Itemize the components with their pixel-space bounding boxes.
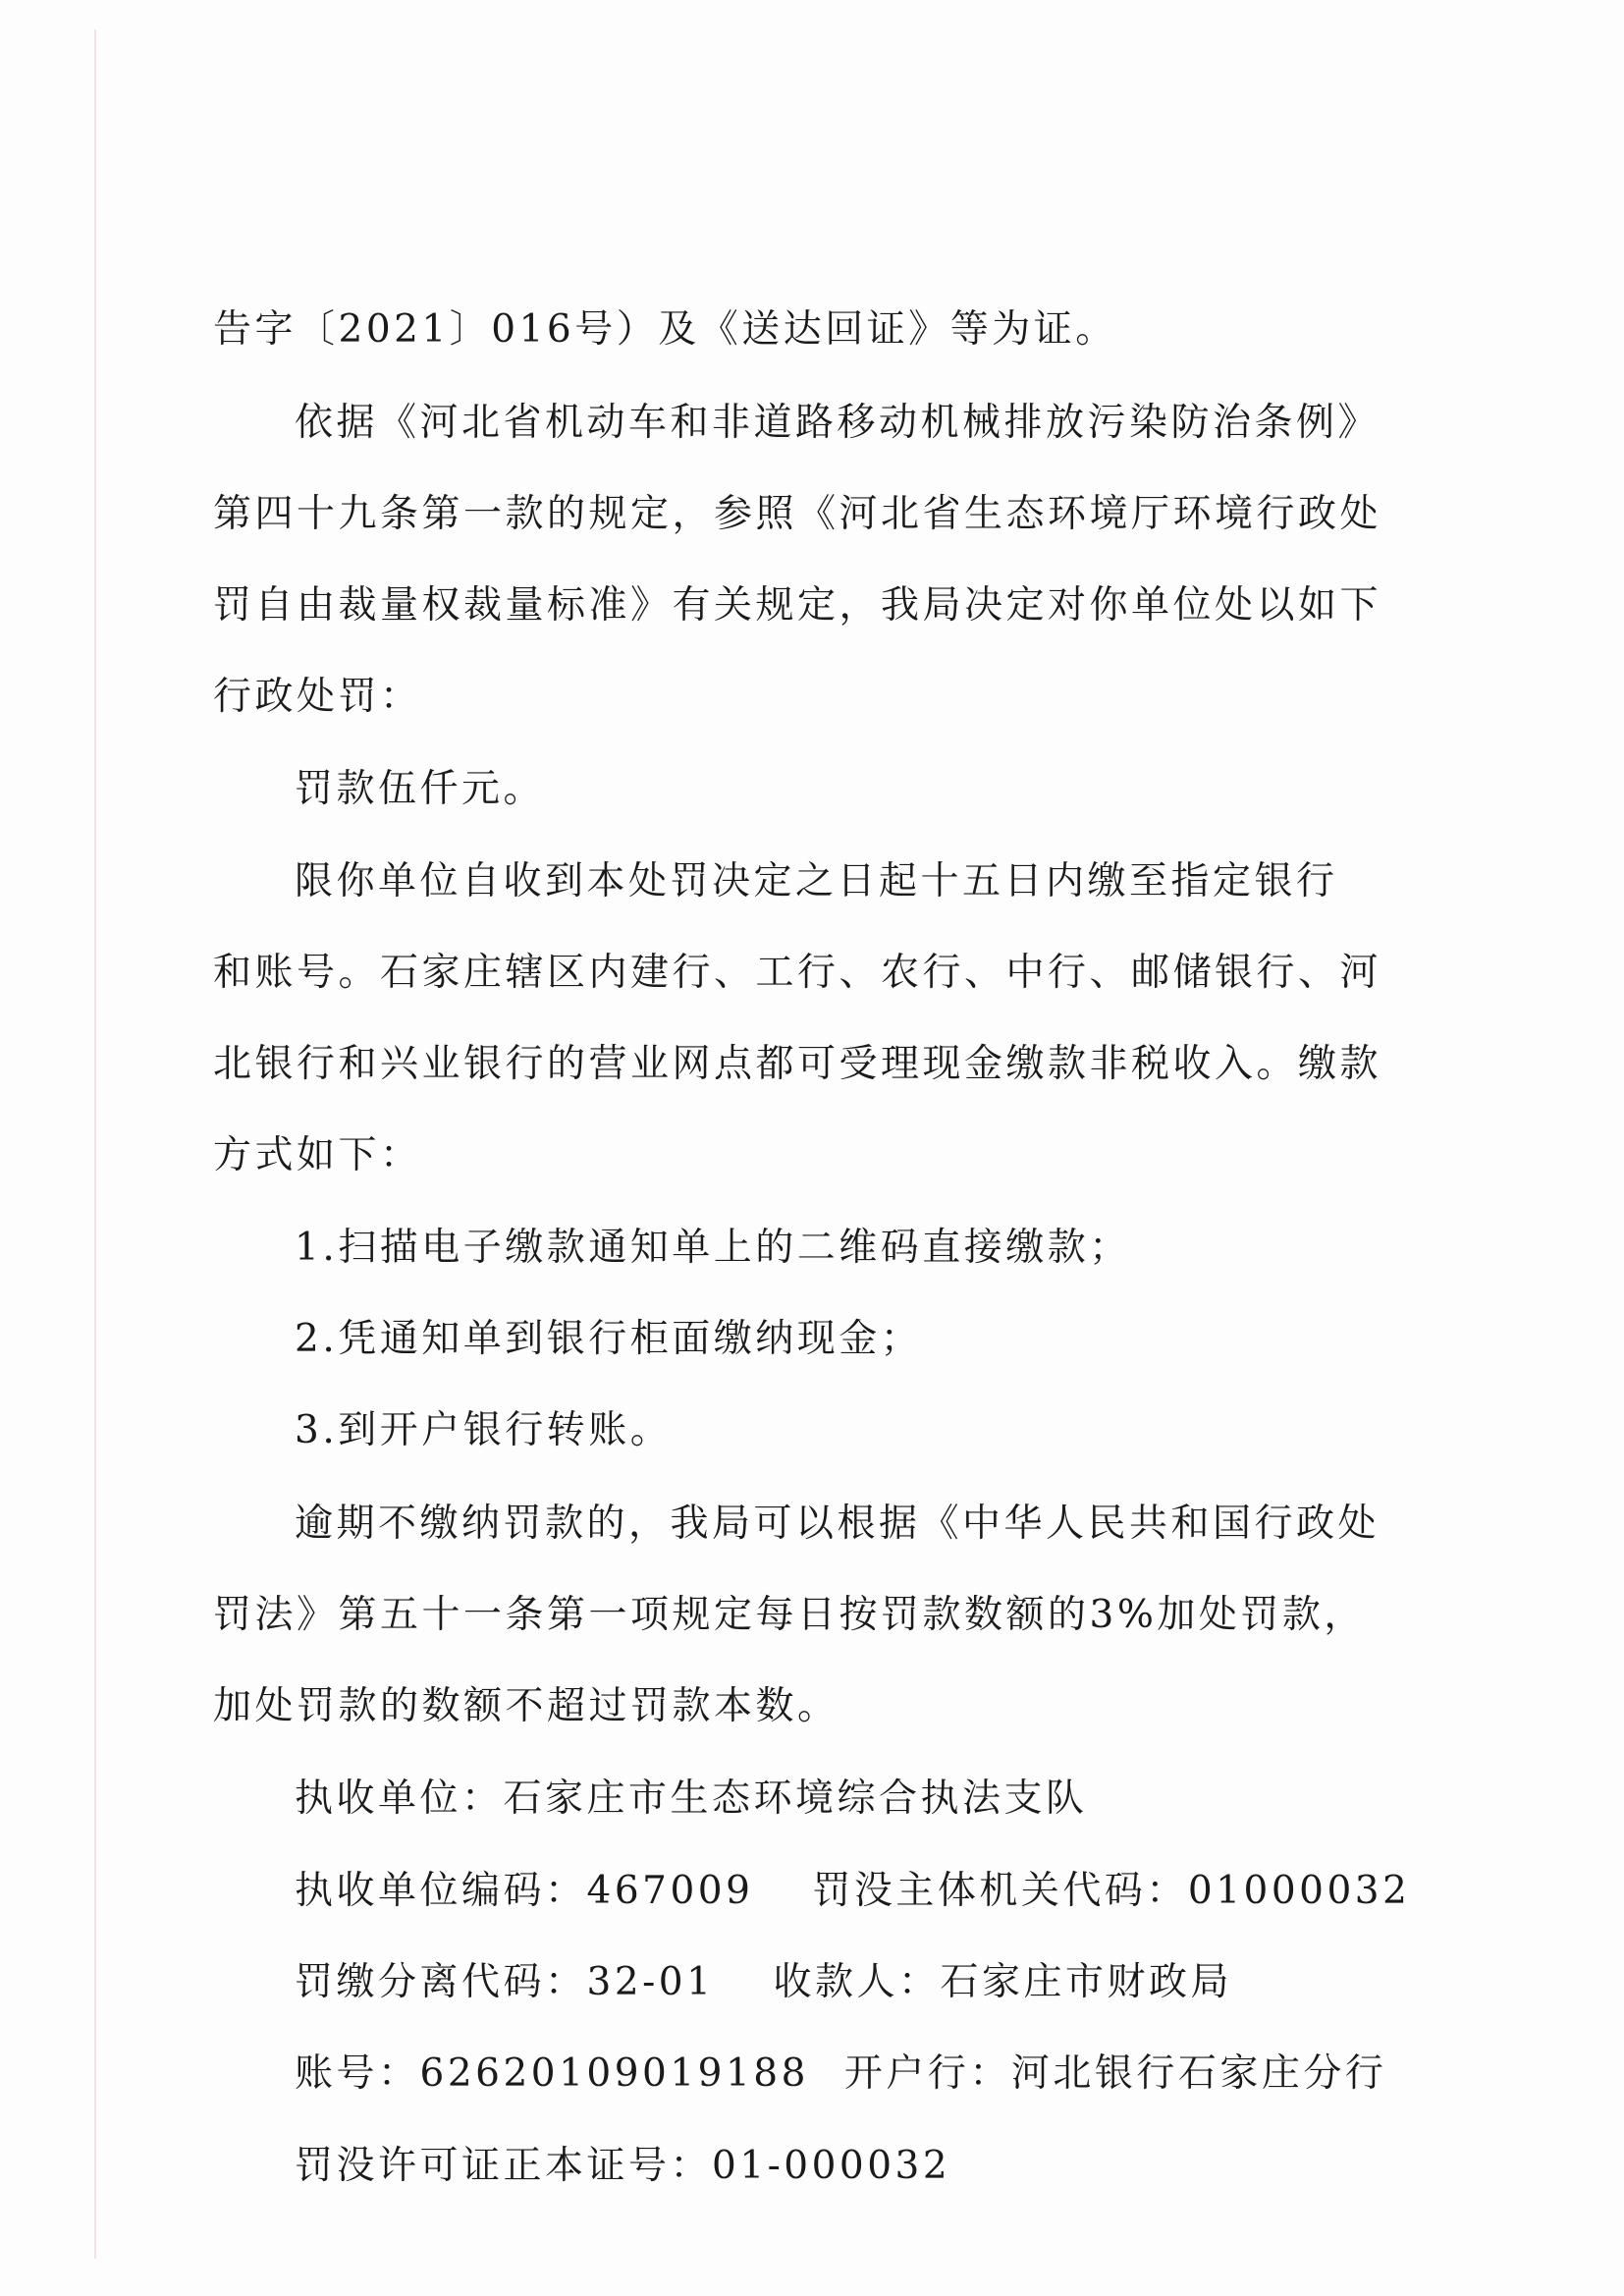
collection-unit-code: 执收单位编码：467009 — [295, 1869, 754, 1913]
payment-method-2: 2.凭通知单到银行柜面缴纳现金； — [295, 1317, 923, 1361]
payment-deadline-line-4: 方式如下： — [213, 1133, 422, 1177]
legal-basis-line-3: 罚自由裁量权裁量标准》有关规定，我局决定对你单位处以如下 — [213, 583, 1382, 628]
account-row — [295, 2049, 1386, 2100]
payment-method-3: 3.到开户银行转账。 — [295, 1408, 673, 1452]
legal-basis-line-1: 依据《河北省机动车和非道路移动机械排放污染防治条例》 — [295, 401, 1380, 445]
separation-code: 罚缴分离代码：32-01 — [295, 1960, 715, 2004]
late-penalty-line-3: 加处罚款的数额不超过罚款本数。 — [213, 1684, 839, 1728]
payment-deadline-line-1: 限你单位自收到本处罚决定之日起十五日内缴至指定银行 — [295, 859, 1338, 903]
late-penalty-line-1: 逾期不缴纳罚款的，我局可以根据《中华人民共和国行政处 — [295, 1502, 1380, 1546]
payment-method-1: 1.扫描电子缴款通知单上的二维码直接缴款； — [295, 1226, 1131, 1270]
late-penalty-line-2: 罚法》第五十一条第一项规定每日按罚款数额的3%加处罚款， — [213, 1593, 1366, 1637]
legal-basis-line-2: 第四十九条第一款的规定，参照《河北省生态环境厅环境行政处 — [213, 492, 1382, 536]
opening-bank: 开户行：河北银行石家庄分行 — [843, 2051, 1387, 2096]
collection-unit: 执收单位：石家庄市生态环境综合执法支队 — [295, 1777, 1088, 1821]
license-number: 罚没许可证正本证号：01-000032 — [295, 2144, 951, 2188]
payment-deadline-line-3: 北银行和兴业银行的营业网点都可受理现金缴款非税收入。缴款 — [213, 1042, 1382, 1086]
page-edge-line — [94, 29, 96, 2259]
payee: 收款人：石家庄市财政局 — [773, 1960, 1232, 2004]
code-row — [295, 1866, 1410, 1917]
account-number: 账号：62620109019188 — [295, 2051, 809, 2096]
evidence-line: 告字〔2021〕016号）及《送达回证》等为证。 — [213, 307, 1117, 352]
separation-row — [295, 1957, 1232, 2008]
legal-basis-line-4: 行政处罚： — [213, 675, 422, 719]
authority-code: 罚没主体机关代码：01000032 — [812, 1869, 1411, 1913]
payment-deadline-line-2: 和账号。石家庄辖区内建行、工行、农行、中行、邮储银行、河 — [213, 951, 1382, 995]
penalty-amount-line: 罚款伍仟元。 — [295, 767, 546, 811]
